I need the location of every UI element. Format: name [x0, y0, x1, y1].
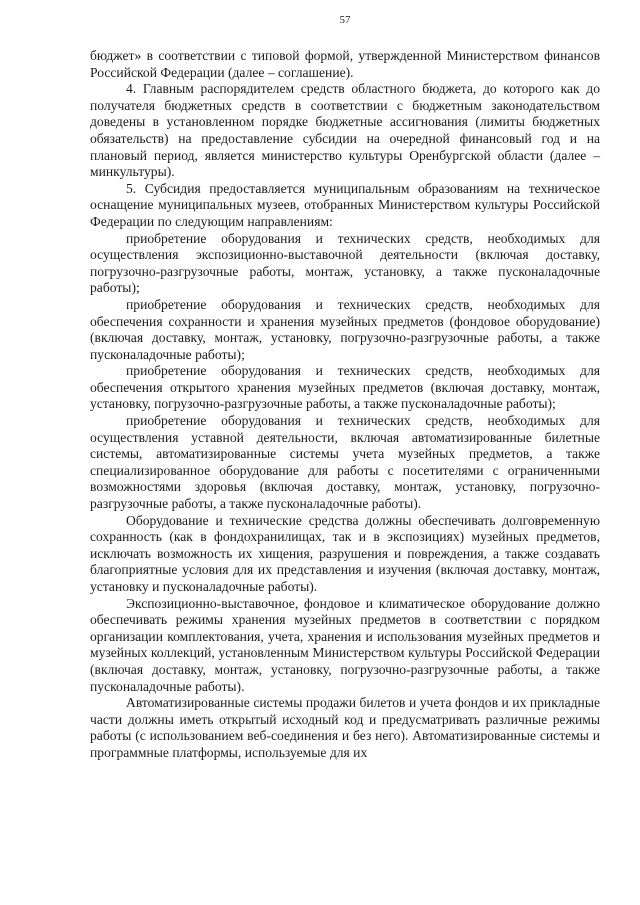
paragraph: Оборудование и технические средства должны обеспечивать долговременную сохранность (как в фондохранилищах, так и в экспозициях) музейных предметов, исключать возможность их хищения, разрушения и повреждения, а также создавать благоприятные условия для их представления и изучения (включая доставку, монтаж, установку и пусконаладочные работы). [90, 512, 600, 594]
document-body [90, 48, 600, 762]
paragraph: 4. Главным распорядителем средств областного бюджета, до которого как до получателя бюджетных средств в соответствии с бюджетным законодательством доведены в установленном порядке бюджетные ассигнования (лимиты бюджетных обязательств) на предоставление субсидии на очередной финансовый год и на плановый период, является министерство культуры Оренбургской области (далее – минкультуры). [90, 81, 600, 180]
paragraph: Автоматизированные системы продажи билетов и учета фондов и их прикладные части должны иметь открытый исходный код и предусматривать различные режимы работы (с использованием веб-соединения и без него). Автоматизированные системы и программные платформы, используемые для их [90, 695, 600, 760]
paragraph: 5. Субсидия предоставляется муниципальным образованиям на техническое оснащение муниципальных музеев, отобранных Министерством культуры Российской Федерации по следующим направлениям: [90, 180, 600, 229]
paragraph: бюджет» в соответствии с типовой формой, утвержденной Министерством финансов Российской Федерации (далее – соглашение). [90, 48, 600, 80]
paragraph: приобретение оборудования и технических средств, необходимых для обеспечения сохранности и хранения музейных предметов (фондовое оборудование) (включая доставку, монтаж, установку, погрузочно-разгрузочные работы, а также пусконаладочные работы); [90, 296, 600, 362]
paragraph: Экспозиционно-выставочное, фондовое и климатическое оборудование должно обеспечивать режимы хранения музейных предметов в соответствии с порядком организации комплектования, учета, хранения и использования музейных предметов и музейных коллекций, установленным Министерством культуры Российской Федерации (включая доставку, монтаж, установку, погрузочно-разгрузочные работы, а также пусконаладочные работы). [90, 595, 600, 694]
paragraph: приобретение оборудования и технических средств, необходимых для осуществления экспозиционно-выставочной деятельности (включая доставку, погрузочно-разгрузочные работы, монтаж, установку, а также пусконаладочные работы); [90, 230, 600, 296]
paragraph: приобретение оборудования и технических средств, необходимых для осуществления уставной деятельности, включая автоматизированные билетные системы, автоматизированные системы учета музейных предметов, а также специализированное оборудование для работы с посетителями с ограниченными возможностями здоровья (включая доставку, монтаж, установку, погрузочно-разгрузочные работы, а также пусконаладочные работы). [90, 413, 600, 512]
page-number: 57 [339, 14, 351, 26]
paragraph: приобретение оборудования и технических средств, необходимых для обеспечения открытого хранения музейных предметов (включая доставку, монтаж, установку, погрузочно-разгрузочные работы, а также пусконаладочные работы); [90, 363, 600, 412]
